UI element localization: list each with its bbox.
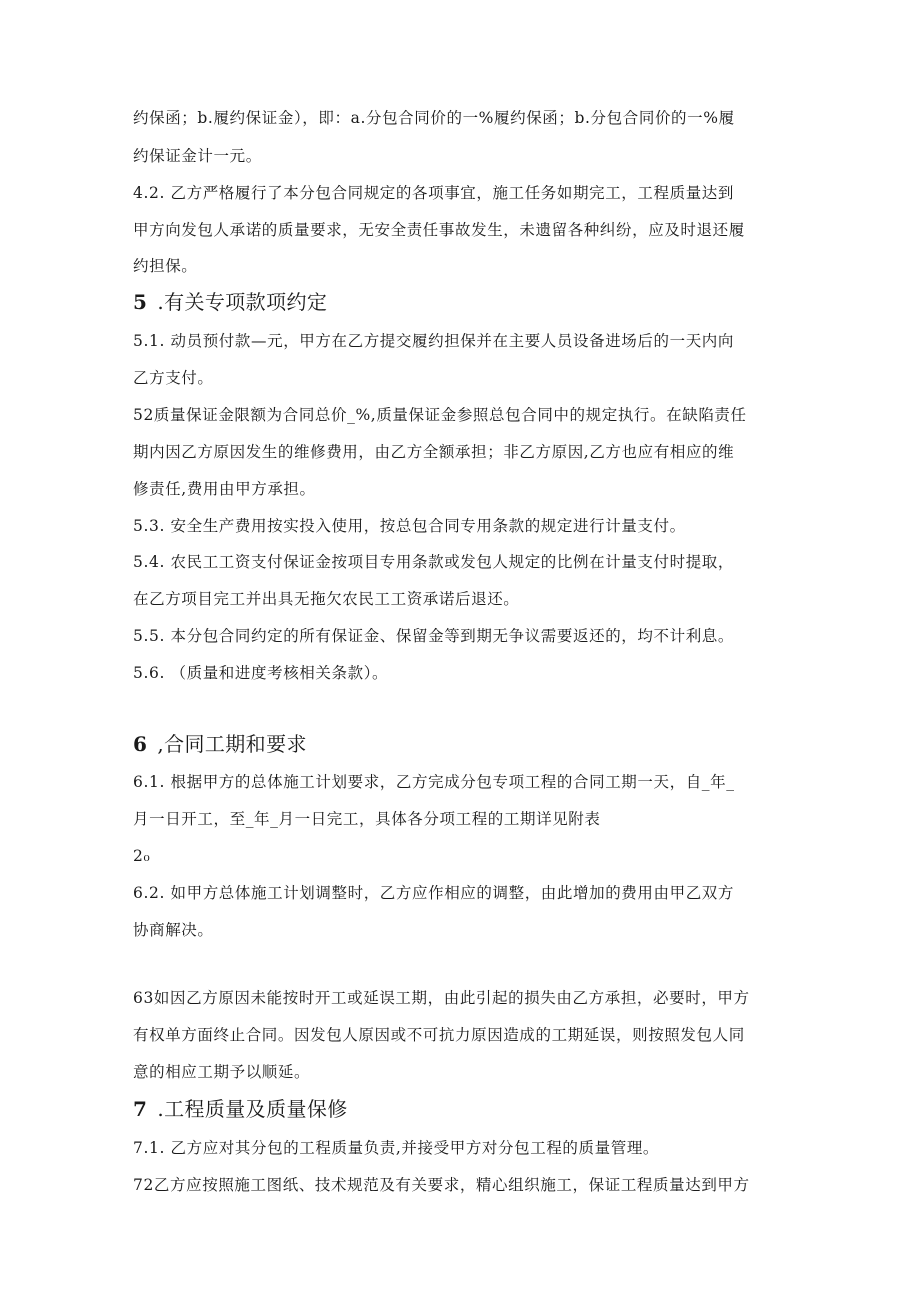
text-line: 5.4. 农民工工资支付保证金按项目专用条款或发包人规定的比例在计量支付时提取， — [133, 553, 735, 571]
section-number: 7 — [133, 1097, 148, 1121]
text-line: 5.1. 动员预付款—元，甲方在乙方提交履约担保并在主要人员设备进场后的一天内向 — [133, 332, 735, 350]
text-line: 月一日开工，至_年_月一日完工，具体各分项工程的工期详见附表 — [133, 810, 601, 828]
text-line: 意的相应工期予以顺延。 — [133, 1063, 311, 1081]
text-line: 协商解决。 — [133, 921, 214, 939]
text-line: 期内因乙方原因发生的维修费用，由乙方全额承担；非乙方原因,乙方也应有相应的维 — [133, 443, 735, 461]
text-line: 63如因乙方原因未能按时开工或延误工期，由此引起的损失由乙方承担，必要时，甲方 — [133, 989, 750, 1007]
text-line: 7.1. 乙方应对其分包的工程质量负责,并接受甲方对分包工程的质量管理。 — [133, 1139, 660, 1157]
text-line: 在乙方项目完工并出具无拖欠农民工工资承诺后退还。 — [133, 590, 520, 608]
text-line: 5.3. 安全生产费用按实投入使用，按总包合同专用条款的规定进行计量支付。 — [133, 517, 686, 535]
text-line: 约保函；b.履约保证金），即：a.分包合同价的一%履约保函；b.分包合同价的一%履 — [133, 109, 735, 127]
text-line: 约保证金计一元。 — [133, 147, 262, 165]
text-line: 52质量保证金限额为合同总价_%,质量保证金参照总包合同中的规定执行。在缺陷责任 — [133, 406, 747, 424]
text-line: 甲方向发包人承诺的质量要求，无安全责任事故发生，未遗留各种纠纷，应及时退还履 — [133, 221, 745, 239]
text-line: 乙方支付。 — [133, 369, 214, 387]
section-title: ,合同工期和要求 — [157, 732, 307, 756]
text-line: 6.2. 如甲方总体施工计划调整时，乙方应作相应的调整，由此增加的费用由甲乙双方 — [133, 884, 735, 902]
text-line: 5.6. （质量和进度考核相关条款）。 — [133, 664, 389, 682]
text-line: 72乙方应按照施工图纸、技术规范及有关要求，精心组织施工，保证工程质量达到甲方 — [133, 1176, 750, 1194]
section-title: .工程质量及质量保修 — [157, 1097, 348, 1121]
text-line: 约担保。 — [133, 257, 198, 275]
section-heading-7 — [133, 1096, 348, 1122]
section-number: 5 — [133, 290, 148, 314]
section-heading-5 — [133, 289, 327, 315]
text-line: 修责任,费用由甲方承担。 — [133, 480, 316, 498]
text-line: 6.1. 根据甲方的总体施工计划要求，乙方完成分包专项工程的合同工期一天，自_年_ — [133, 773, 735, 791]
text-line: 5.5. 本分包合同约定的所有保证金、保留金等到期无争议需要返还的，均不计利息。 — [133, 627, 735, 645]
section-number: 6 — [133, 732, 148, 756]
text-line: 有权单方面终止合同。因发包人原因或不可抗力原因造成的工期延误，则按照发包人同 — [133, 1026, 745, 1044]
text-line: 2₀ — [133, 847, 151, 865]
section-heading-6 — [133, 731, 307, 757]
section-title: .有关专项款项约定 — [157, 290, 328, 314]
text-line: 4.2. 乙方严格履行了本分包合同规定的各项事宜，施工任务如期完工，工程质量达到 — [133, 184, 735, 202]
